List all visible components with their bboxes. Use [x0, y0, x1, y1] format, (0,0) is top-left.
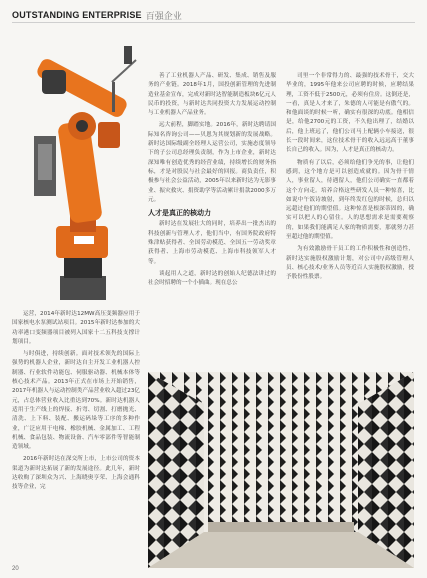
- section-heading: 人才是真正的核动力: [148, 209, 211, 218]
- paragraph: 为有效激励骨干员工的工作积极性和创造性，新时达实施股权激励计划，对公司中/高级管理人员、核心技术/业务人员等近百人实施股权激励，授予股份性股票。: [286, 246, 414, 281]
- text-column-middle: [148, 72, 276, 368]
- paragraph: 运营，2014年新时达12MW高压变频器应用于国家核电水泵测试站项目。2015年新时达参加的大功率港口变频器项目被列入国家十二五科技支撑计划项目。: [12, 311, 140, 345]
- section-header: [12, 8, 182, 22]
- paragraph: 司里一个非常得力的、最强的技术骨干，交大毕业的，1995年他来公司应聘的时候，应聘结果理，工资不低于2500元，必须有住房。这倒还是，一看，真是人才来了，朱德的人可能是有傲气的。和他面谈的时候一听，确实有很深的功底。他相信是，给他2700元的工资，不久他出理了，结婚以后，他上班远了，他们公司马上配辆小车接送，很长一段时间来，这位技术骨干的收入远远高于董事长自己的收入。因为，人才是真正的核动力。: [286, 73, 414, 154]
- text-column-right: [286, 72, 414, 368]
- paragraph: 谈起用人之道，新时达的创始人纪德法讲过的社会时招聘的一个小插曲。现在总公: [148, 270, 276, 287]
- section-title-en: OUTSTANDING ENTERPRISE: [12, 10, 142, 20]
- paragraph: 2016年新时达在深交所上市，上市公司的资本渠道为新时达拓展了新的发展途径。此几年，新时达收购了深圳众为兴、上海晓奥亨荣、上海会通科技等企业，完: [12, 456, 140, 491]
- text-column-left: [12, 310, 140, 568]
- page-number: 20: [12, 566, 19, 572]
- anechoic-chamber-photo: [148, 372, 414, 568]
- section-title-cn: 百强企业: [145, 11, 182, 22]
- paragraph: 新时达在发展壮大的同时，培养出一批杰出的科技创新与管理人才，他们当中，有国务院政府特殊津贴获得者、全国劳动模范、全国五一劳动奖章获得者、上海市劳动模范、上海市科技领军人才等。: [148, 221, 276, 265]
- paragraph: 与时俱进，持续创新。面对技术领先的国际上强势的机器人企业，新时达自主开发工业机器人控制器、行业软件功能包、伺服驱动器、机械本体等核心技术产品。2013年正式在市场上开始销售，2017年机器人与运动控制类产品营业收入超过23亿元，占总体营业收入比重达到70%。新时达机器人适用于生产线上的焊接、折弯、切割、打磨抛光、清洗、上下料、装配、搬运码垛等工序的多种作业，广泛应用于电梯、橡胶机械、金属加工、工程机械、食品包装、物流设备、汽车零部件等智能制造领域。: [12, 351, 140, 451]
- industrial-robot-photo: [12, 26, 148, 306]
- header-rule: [12, 22, 415, 23]
- paragraph: 善了工业机器人产品、研发、集成、销售及服务的产业链。2018年1月，国投创新管理的先进制造业基金宣布，完成对新时达智能制造板块6亿元人民币的投资，与新时达共同投资大力发展运动控制与工业机器人产品业务。: [148, 73, 276, 117]
- paragraph: 物质有了以后，必须给他们争光的事，让他们感到，这个地方是可以创造成就的。因为骨干情人，事业留人，待遇留人，他们公司确实一直都着这个方向走。培养合格这些研发人员一种惊喜，比如说中午饭诗坡射，到年终发红包的时候，总归以远超过他们的期望值。这种惊喜是根深蒂固的，确实可以把人的心留住。人的思想需求是需要观察的，如果我们能满足人家的物质需要，那就努力甚至超过他的期望值。: [286, 159, 414, 241]
- paragraph: 远大前程，脚踏实地。2016年，新时达聘请国际知名咨询公司——贝恩为其规划新的发展战略。新时达国际级副全经理人运营公司，实施态度领导下的子公司总经理负责制，作为上市企业，新时达深知唯有创造优秀的经营业绩，持续增长的财务指标，才是对股民与社会最好的回报。商负责任，积极参与社会公益活动，2005年以来新时达为无影事业、振灾救灾、捐资助学等活动累计捐款2000多万元。: [148, 122, 276, 203]
